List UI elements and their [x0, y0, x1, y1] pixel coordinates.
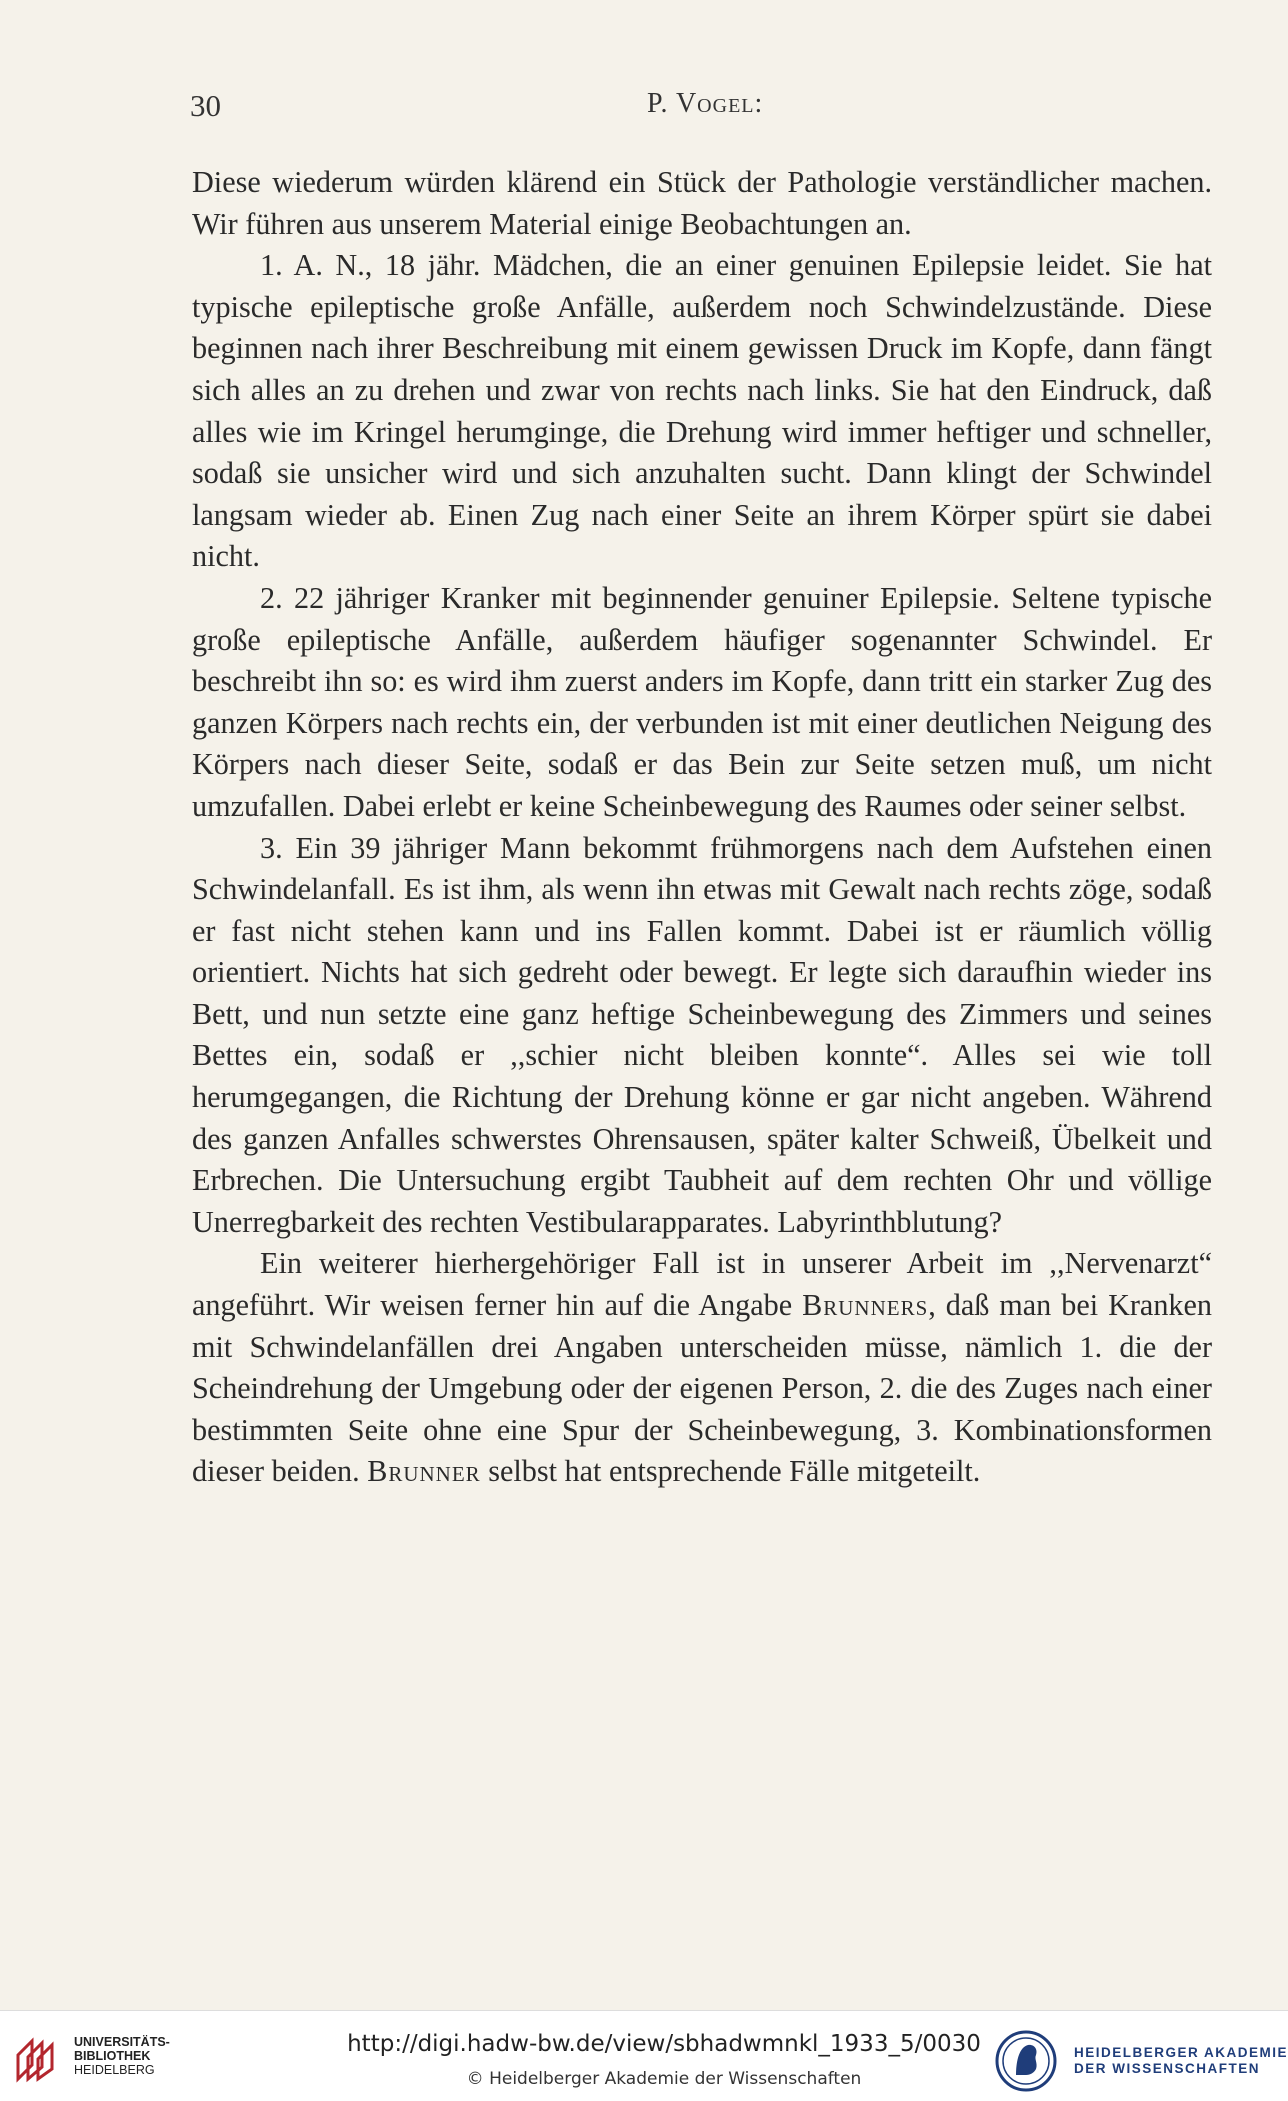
paragraph-conclusion-part-c: selbst hat entsprechende Fälle mitgeteilt.: [480, 1454, 981, 1489]
paragraph-case-3: 3. Ein 39 jähriger Mann bekommt frühmorgens nach dem Aufstehen einen Schwindelanfall. Es ist ihm, als wenn ihn etwas mit Gewalt nach rechts zöge, sodaß er fast nicht stehen kann und ins Fallen kommt. Dabei ist er räumlich völlig orientiert. Nichts hat sich gedreht oder bewegt. Er legte sich daraufhin wieder ins Bett, und nun setzte eine ganz heftige Scheinbewegung des Zimmers und seines Bettes ein, sodaß er ,,schier nicht bleiben konnte“. Alles sei wie toll herumgegangen, die Richtung der Drehung könne er gar nicht angeben. Während des ganzen Anfalles schwerstes Ohrensausen, später kalter Schweiß, Übelkeit und Erbrechen. Die Untersuchung ergibt Taubheit auf dem rechten Ohr und völlige Unerregbarkeit des rechten Vestibularapparates. Labyrinthblutung?: [192, 830, 1212, 1239]
page-number: 30: [190, 88, 221, 123]
academy-name: [1074, 2045, 1288, 2077]
academy-line-2: DER WISSENSCHAFTEN: [1074, 2061, 1261, 2076]
paragraph-conclusion-part-a: Ein weiterer hierhergehöriger Fall ist in unserer Arbeit im ,,Nervenarzt“ angeführt. Wir weisen ferner hin auf die Angabe: [192, 1246, 1212, 1323]
author-name-brunners: Brunners: [802, 1288, 929, 1323]
source-url-link[interactable]: http://digi.hadw-bw.de/view/sbhadwmnkl_1933_5/0030: [347, 2031, 981, 2057]
running-head: P. Vogel:: [647, 88, 764, 119]
digitization-footer: [0, 2010, 1288, 2101]
library-line-3: HEIDELBERG: [74, 2063, 155, 2077]
copyright-notice: © Heidelberger Akademie der Wissenschaften: [466, 2069, 862, 2089]
paragraph-case-2: 2. 22 jähriger Kranker mit beginnender genuiner Epilepsie. Seltene typische große epileptische Anfälle, außerdem häufiger sogenannter Schwindel. Er beschreibt ihn so: es wird ihm zuerst anders im Kopfe, dann tritt ein starker Zug des ganzen Körpers nach rechts ein, der verbunden ist mit einer deutlichen Neigung des Körpers nach dieser Seite, sodaß er das Bein zur Seite setzen muß, um nicht umzufallen. Dabei erlebt er keine Scheinbewegung des Raumes oder seiner selbst.: [192, 580, 1212, 823]
paragraph-conclusion: [192, 1243, 1212, 1493]
paragraph-intro: Diese wiederum würden klärend ein Stück der Pathologie verständlicher machen. Wir führen aus unserem Material einige Beobachtungen an.: [192, 165, 1212, 241]
page-header: [190, 88, 1220, 128]
author-name-brunner: Brunner: [367, 1454, 481, 1489]
body-text: [192, 162, 1212, 1493]
academy-seal-icon: [994, 2029, 1058, 2093]
academy-line-1: HEIDELBERGER AKADEMIE: [1074, 2045, 1288, 2060]
paragraph-conclusion-part-b: , daß man bei Kranken mit Schwindelanfällen drei Angaben unterscheiden müsse, nämlich 1. die der Scheindrehung der Umgebung oder der eigenen Person, 2. die des Zuges nach einer bestimmten Seite ohne eine Spur der Scheinbewegung, 3. Kombinationsformen dieser beiden.: [192, 1288, 1212, 1489]
library-line-1: UNIVERSITÄTS-: [74, 2035, 170, 2049]
library-line-2: BIBLIOTHEK: [74, 2049, 151, 2063]
paragraph-case-1: 1. A. N., 18 jähr. Mädchen, die an einer genuinen Epilepsie leidet. Sie hat typische epileptische große Anfälle, außerdem noch Schwindelzustände. Diese beginnen nach ihrer Beschreibung mit einem gewissen Druck im Kopfe, dann fängt sich alles an zu drehen und zwar von rechts nach links. Sie hat den Eindruck, daß alles wie im Kringel herumginge, die Drehung wird immer heftiger und schneller, sodaß sie unsicher wird und sich anzuhalten sucht. Dann klingt der Schwindel langsam wieder ab. Einen Zug nach einer Seite an ihrem Körper spürt sie dabei nicht.: [192, 248, 1212, 574]
